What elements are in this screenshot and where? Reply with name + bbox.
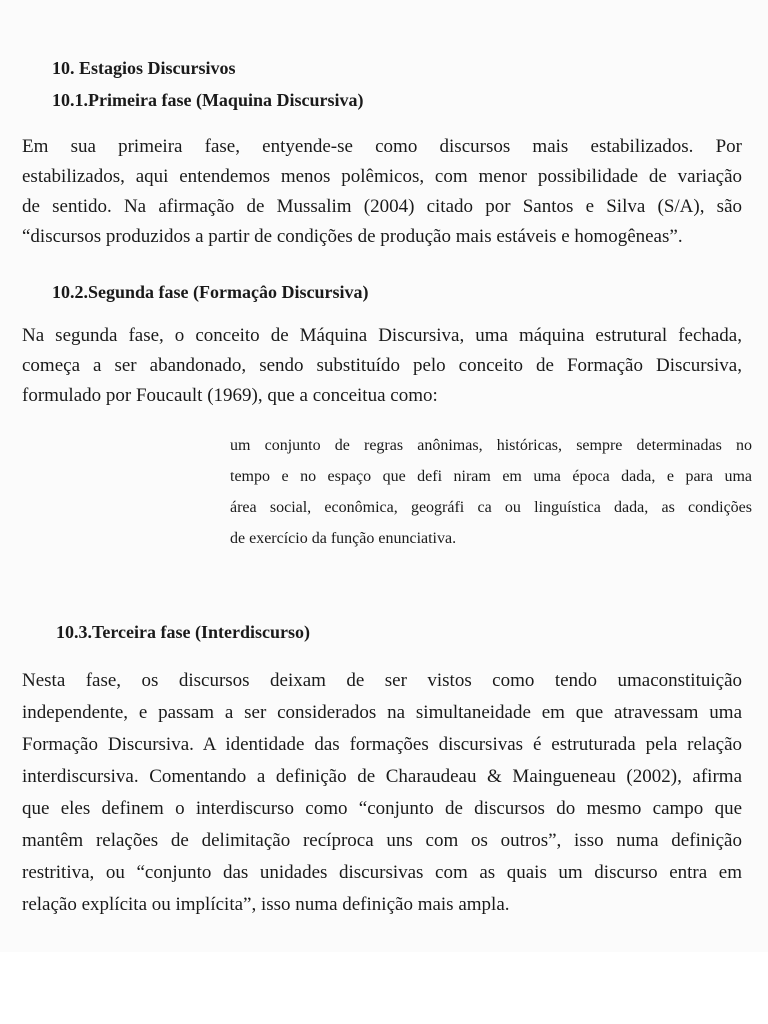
- text-line: Nesta fase, os discursos deixam de ser vistos como tendo umaconstituição: [22, 670, 742, 691]
- heading-segunda-fase: 10.2.Segunda fase (Formaçâo Discursiva): [52, 282, 369, 302]
- paragraph-segunda-fase: [22, 321, 742, 411]
- paragraph-primeira-fase: [22, 132, 742, 252]
- text-line: Na segunda fase, o conceito de Máquina Discursiva, uma máquina estrutural fechada,: [22, 325, 742, 346]
- text-line: relação explícita ou implícita”, isso numa definição mais ampla.: [22, 894, 510, 915]
- page-bottom-margin: [0, 952, 768, 1024]
- heading-estagios-discursivos: 10. Estagios Discursivos: [52, 58, 236, 78]
- text-line: mantêm relações de delimitação recíproca uns com os outros”, isso numa definição: [22, 830, 742, 851]
- paragraph-terceira-fase: [22, 665, 742, 921]
- text-line: “discursos produzidos a partir de condições de produção mais estáveis e homogêneas”.: [22, 226, 683, 247]
- quote-line: de exercício da função enunciativa.: [230, 530, 457, 547]
- text-line: restritiva, ou “conjunto das unidades discursivas com as quais um discurso entra em: [22, 862, 742, 883]
- text-line: interdiscursiva. Comentando a definição de Charaudeau & Maingueneau (2002), afirma: [22, 766, 742, 787]
- quote-line: um conjunto de regras anônimas, históricas, sempre determinadas no: [230, 437, 752, 454]
- text-line: Em sua primeira fase, entyende-se como discursos mais estabilizados. Por: [22, 136, 742, 157]
- quote-line: área social, econômica, geográfi ca ou linguística dada, as condições: [230, 499, 752, 516]
- foucault-quote: [230, 430, 752, 554]
- text-line: de sentido. Na afirmação de Mussalim (2004) citado por Santos e Silva (S/A), são: [22, 196, 742, 217]
- text-line: começa a ser abandonado, sendo substituído pelo conceito de Formação Discursiva,: [22, 355, 742, 376]
- heading-primeira-fase: 10.1.Primeira fase (Maquina Discursiva): [52, 90, 364, 110]
- text-line: independente, e passam a ser considerados na simultaneidade em que atravessam uma: [22, 702, 742, 723]
- quote-line: tempo e no espaço que defi niram em uma época dada, e para uma: [230, 468, 752, 485]
- text-line: Formação Discursiva. A identidade das formações discursivas é estruturada pela relação: [22, 734, 742, 755]
- heading-terceira-fase: 10.3.Terceira fase (Interdiscurso): [56, 622, 310, 642]
- text-line: estabilizados, aqui entendemos menos polêmicos, com menor possibilidade de variação: [22, 166, 742, 187]
- text-line: formulado por Foucault (1969), que a conceitua como:: [22, 385, 438, 406]
- text-line: que eles definem o interdiscurso como “conjunto de discursos do mesmo campo que: [22, 798, 742, 819]
